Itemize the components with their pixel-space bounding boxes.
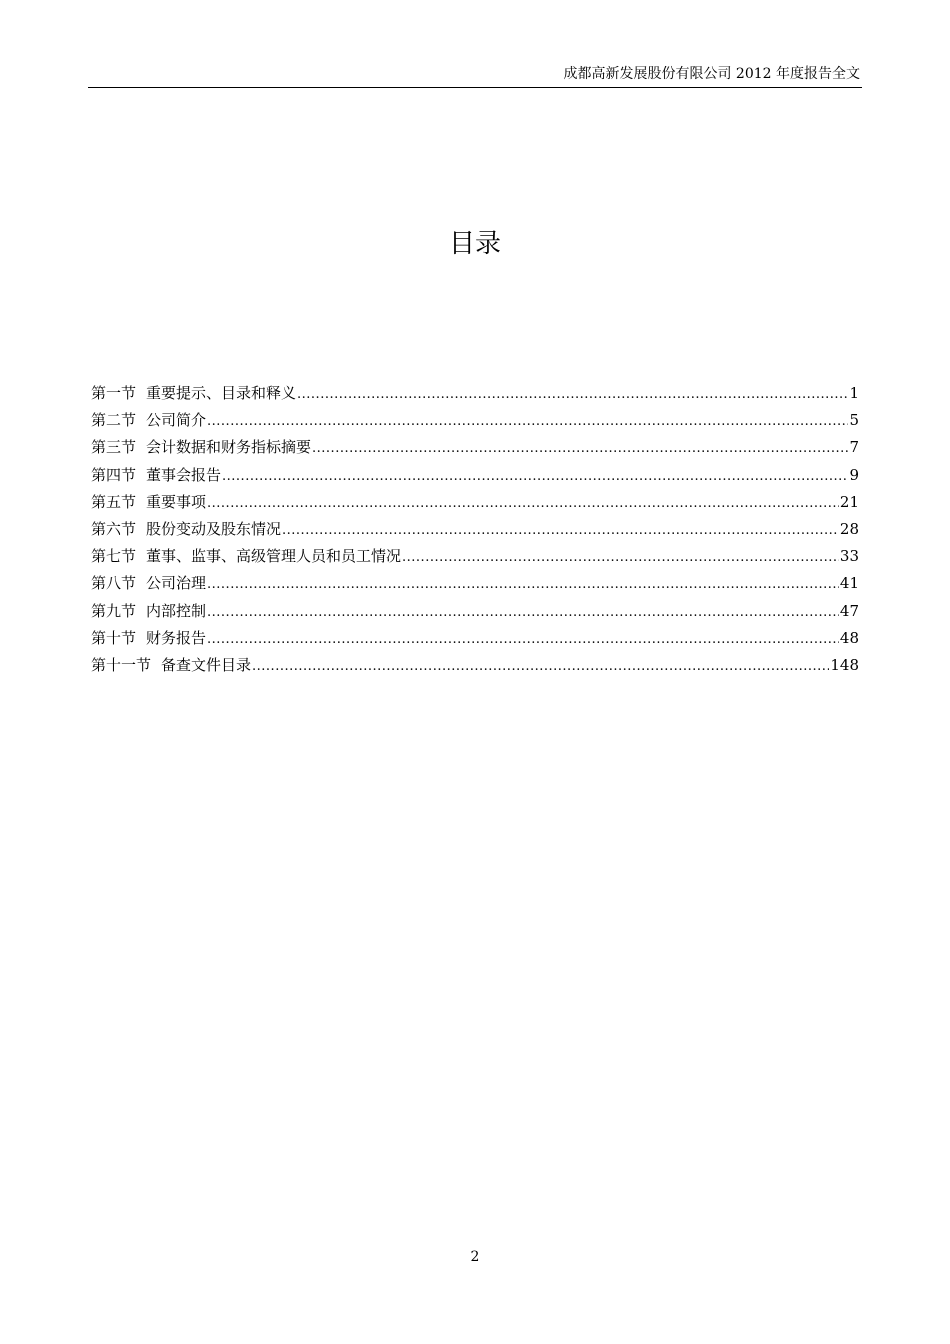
running-header: 成都高新发展股份有限公司 2012 年度报告全文 <box>563 66 860 82</box>
header-rule <box>88 87 862 88</box>
toc-page-number: 1 <box>849 384 859 402</box>
toc-leader-dots <box>207 571 839 598</box>
toc-entry-label: 公司简介 <box>146 411 207 430</box>
toc-leader-dots <box>207 626 839 653</box>
toc-leader-dots <box>207 599 839 626</box>
toc-entry-5[interactable] <box>91 489 859 516</box>
toc-page-number: 47 <box>839 601 859 620</box>
toc-leader-dots <box>312 435 848 462</box>
toc-page-number: 41 <box>839 574 859 593</box>
toc-entry-4[interactable] <box>91 462 859 489</box>
toc-page-number: 28 <box>839 519 859 538</box>
toc-leader-dots <box>207 408 848 435</box>
toc-entry-11[interactable] <box>91 652 859 679</box>
toc-section-number: 第五节 <box>91 492 137 511</box>
toc-section-number: 第七节 <box>91 547 137 566</box>
toc-entry-label: 股份变动及股东情况 <box>146 519 282 538</box>
toc-section-number: 第八节 <box>91 574 137 593</box>
toc-leader-dots <box>297 381 848 408</box>
toc-entry-label: 内部控制 <box>146 601 207 620</box>
toc-page-number: 148 <box>830 655 859 674</box>
toc-section-number: 第九节 <box>91 601 137 620</box>
toc-entry-8[interactable] <box>91 570 859 597</box>
toc-entry-9[interactable] <box>91 598 859 625</box>
toc-leader-dots <box>402 544 839 571</box>
toc-page-number: 33 <box>839 547 859 566</box>
toc-list <box>91 380 859 679</box>
toc-leader-dots <box>282 517 839 544</box>
toc-page-number: 21 <box>839 492 859 511</box>
toc-entry-label: 备查文件目录 <box>161 655 252 674</box>
toc-section-number: 第六节 <box>91 519 137 538</box>
toc-page-number: 5 <box>849 411 859 430</box>
toc-entry-label: 董事会报告 <box>146 465 222 484</box>
toc-entry-6[interactable] <box>91 516 859 543</box>
toc-entry-1[interactable] <box>91 380 859 407</box>
toc-leader-dots <box>222 463 848 490</box>
toc-entry-7[interactable] <box>91 543 859 570</box>
toc-entry-label: 会计数据和财务指标摘要 <box>146 438 312 457</box>
toc-section-number: 第十节 <box>91 628 137 647</box>
toc-page-number: 7 <box>849 438 859 457</box>
toc-leader-dots <box>207 490 839 517</box>
toc-section-number: 第三节 <box>91 438 137 457</box>
toc-entry-10[interactable] <box>91 625 859 652</box>
toc-entry-label: 财务报告 <box>146 628 207 647</box>
toc-section-number: 第一节 <box>91 384 137 402</box>
toc-section-number: 第二节 <box>91 411 137 430</box>
toc-page-number: 48 <box>839 628 859 647</box>
toc-entry-label: 公司治理 <box>146 574 207 593</box>
toc-leader-dots <box>252 653 829 680</box>
toc-entry-3[interactable] <box>91 434 859 461</box>
toc-title: 目录 <box>448 229 501 259</box>
toc-entry-label: 重要事项 <box>146 492 207 511</box>
toc-entry-label: 董事、监事、高级管理人员和员工情况 <box>146 547 402 566</box>
toc-entry-2[interactable] <box>91 407 859 434</box>
toc-entry-label: 重要提示、目录和释义 <box>146 384 297 402</box>
toc-section-number: 第十一节 <box>91 655 152 674</box>
toc-page-number: 9 <box>849 465 859 484</box>
page-number: 2 <box>470 1249 480 1265</box>
toc-section-number: 第四节 <box>91 465 137 484</box>
